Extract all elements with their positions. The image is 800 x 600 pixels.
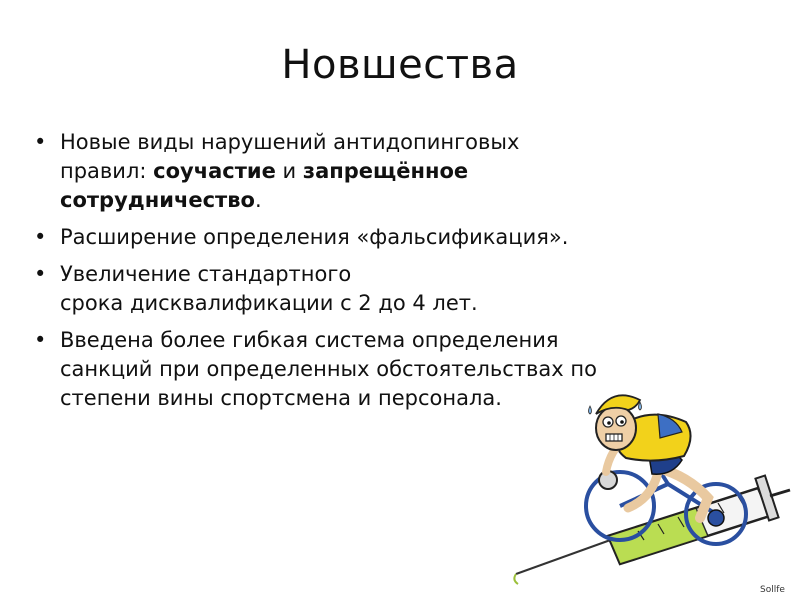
- bullet-4-line-1: • Введена более гибкая система определения: [60, 328, 559, 352]
- bullet-1-bold-association: сотрудничество: [60, 188, 255, 212]
- bullet-2-line-1: • Расширение определения «фальсификация».: [60, 225, 569, 249]
- artist-signature-mark: Sollfe: [760, 585, 785, 595]
- bullet-1-bold-complicity: соучастие: [153, 159, 276, 183]
- bullet-4-line-3: степени вины спортсмена и персонала.: [60, 386, 502, 410]
- bullet-3-line-2: срока дисквалификации с 2 до 4 лет.: [60, 291, 478, 315]
- bullet-1-conjunction: и: [275, 159, 303, 183]
- bullet-1-line-2: [60, 157, 752, 186]
- bullet-tampering: [32, 223, 752, 252]
- bullet-1-prefix: правил:: [60, 159, 154, 183]
- bullet-1-line-1: • Новые виды нарушений антидопинговых: [60, 130, 520, 154]
- bullet-1-line-3: [60, 186, 752, 215]
- bullet-3-line-1: • Увеличение стандартного: [60, 262, 352, 286]
- bullet-4-line-2: санкций при определенных обстоятельствах по: [60, 357, 597, 381]
- doping-cyclist-syringe-cartoon: [508, 388, 798, 598]
- bullet-list: [32, 128, 752, 421]
- bullet-new-violations: [32, 128, 752, 215]
- bullet-1-period: .: [254, 188, 262, 212]
- bullet-ineligibility-period: [32, 260, 752, 318]
- bullet-1-bold-prohibited: запрещённое: [302, 159, 469, 183]
- slide-title: Новшества: [281, 42, 519, 88]
